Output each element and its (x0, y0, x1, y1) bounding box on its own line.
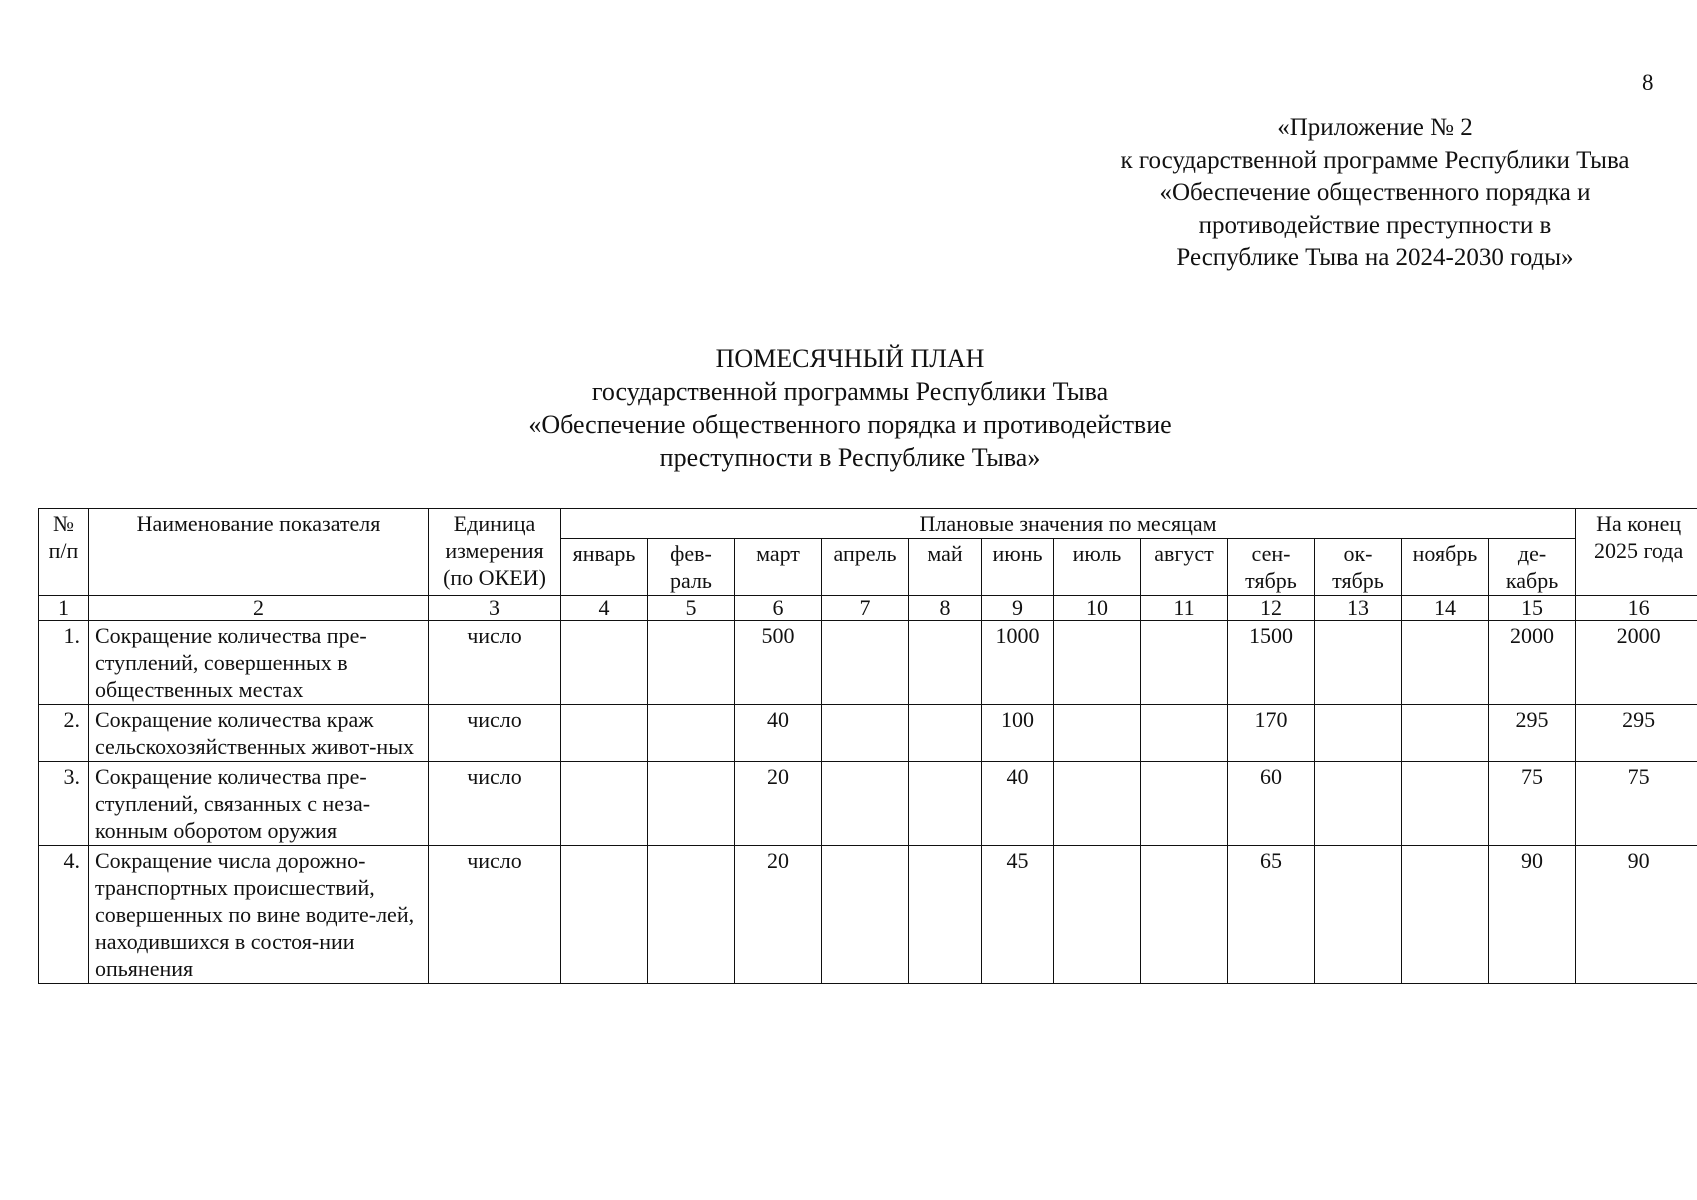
column-number: 5 (648, 596, 735, 621)
unit-cell: число (429, 621, 561, 705)
column-number: 4 (561, 596, 648, 621)
column-number: 9 (982, 596, 1054, 621)
month-value (1402, 846, 1489, 984)
month-value (1315, 762, 1402, 846)
table-row (39, 705, 1697, 762)
heading-line: государственной программы Республики Тыва (591, 377, 1109, 406)
month-value: 90 (1489, 846, 1576, 984)
indicator-name: Сокращение количества краж сельскохозяйственных живот-ных (89, 705, 429, 762)
row-num: 4. (39, 846, 89, 984)
table-row (39, 846, 1697, 984)
year-end-value: 90 (1576, 846, 1697, 984)
column-number: 14 (1402, 596, 1489, 621)
month-value (909, 621, 982, 705)
header-plan-group: Плановые значения по месяцам (561, 509, 1576, 539)
column-number: 6 (735, 596, 822, 621)
month-value (561, 762, 648, 846)
appendix-line: Республике Тыва на 2024-2030 годы» (1176, 244, 1574, 271)
month-value (648, 705, 735, 762)
unit-cell: число (429, 846, 561, 984)
monthly-plan-table (38, 508, 1697, 984)
column-number-row (39, 596, 1697, 621)
month-value: 20 (735, 762, 822, 846)
month-value (822, 762, 909, 846)
month-value (1141, 621, 1228, 705)
table-row (39, 621, 1697, 705)
month-value (1141, 762, 1228, 846)
unit-cell: число (429, 762, 561, 846)
indicator-name: Сокращение количества пре-ступлений, связанных с неза-конным оборотом оружия (89, 762, 429, 846)
month-value: 295 (1489, 705, 1576, 762)
column-number: 13 (1315, 596, 1402, 621)
unit-cell: число (429, 705, 561, 762)
column-number: 16 (1576, 596, 1697, 621)
month-value: 20 (735, 846, 822, 984)
month-value (822, 621, 909, 705)
month-value (561, 621, 648, 705)
month-value (1054, 621, 1141, 705)
header-month: сен-тябрь (1228, 539, 1315, 596)
month-value: 60 (1228, 762, 1315, 846)
month-value (909, 846, 982, 984)
column-number: 15 (1489, 596, 1576, 621)
appendix-reference (1070, 112, 1680, 275)
year-end-value: 75 (1576, 762, 1697, 846)
indicator-name: Сокращение числа дорожно-транспортных происшествий, совершенных по вине водите-лей, находившихся в состоя-нии опьянения (89, 846, 429, 984)
month-value (1315, 705, 1402, 762)
heading-line: преступности в Республике Тыва» (659, 443, 1041, 472)
year-end-value: 2000 (1576, 621, 1697, 705)
header-month: де-кабрь (1489, 539, 1576, 596)
month-value: 100 (982, 705, 1054, 762)
month-value (648, 762, 735, 846)
month-value (1315, 846, 1402, 984)
header-month: август (1141, 539, 1228, 596)
month-value (822, 705, 909, 762)
header-month: март (735, 539, 822, 596)
month-value (561, 705, 648, 762)
column-number: 8 (909, 596, 982, 621)
row-num: 2. (39, 705, 89, 762)
page-number: 8 (1642, 70, 1654, 95)
month-value: 65 (1228, 846, 1315, 984)
header-month: ок-тябрь (1315, 539, 1402, 596)
header-month: фев-раль (648, 539, 735, 596)
header-name: Наименование показателя (89, 509, 429, 596)
month-value: 45 (982, 846, 1054, 984)
month-value: 40 (735, 705, 822, 762)
appendix-line: «Приложение № 2 (1277, 114, 1473, 141)
header-year-end: На конец 2025 года (1576, 509, 1697, 596)
month-value: 75 (1489, 762, 1576, 846)
month-value (1402, 762, 1489, 846)
header-unit: Единица измерения (по ОКЕИ) (429, 509, 561, 596)
header-month: июль (1054, 539, 1141, 596)
month-value (648, 621, 735, 705)
month-value: 2000 (1489, 621, 1576, 705)
month-value (909, 705, 982, 762)
month-value (648, 846, 735, 984)
month-value: 40 (982, 762, 1054, 846)
month-value (1054, 705, 1141, 762)
indicator-name: Сокращение количества пре-ступлений, совершенных в общественных местах (89, 621, 429, 705)
month-value: 1000 (982, 621, 1054, 705)
month-value: 1500 (1228, 621, 1315, 705)
month-value (1141, 705, 1228, 762)
column-number: 10 (1054, 596, 1141, 621)
header-month: январь (561, 539, 648, 596)
header-month: май (909, 539, 982, 596)
header-month: ноябрь (1402, 539, 1489, 596)
appendix-line: «Обеспечение общественного порядка и (1159, 179, 1591, 206)
document-heading (380, 342, 1320, 474)
header-month: апрель (822, 539, 909, 596)
month-value (909, 762, 982, 846)
header-month: июнь (982, 539, 1054, 596)
header-num: № п/п (39, 509, 89, 596)
month-value (1402, 705, 1489, 762)
appendix-line: к государственной программе Республики Тыва (1120, 146, 1630, 174)
month-value (1315, 621, 1402, 705)
column-number: 2 (89, 596, 429, 621)
month-value: 500 (735, 621, 822, 705)
column-number: 1 (39, 596, 89, 621)
column-number: 3 (429, 596, 561, 621)
month-value: 170 (1228, 705, 1315, 762)
column-number: 7 (822, 596, 909, 621)
row-num: 1. (39, 621, 89, 705)
header-row (39, 509, 1697, 539)
row-num: 3. (39, 762, 89, 846)
heading-line: «Обеспечение общественного порядка и противодействие (528, 410, 1172, 439)
table-row (39, 762, 1697, 846)
year-end-value: 295 (1576, 705, 1697, 762)
month-value (1141, 846, 1228, 984)
month-value (1402, 621, 1489, 705)
month-value (1054, 846, 1141, 984)
month-value (822, 846, 909, 984)
column-number: 11 (1141, 596, 1228, 621)
appendix-line: противодействие преступности в (1198, 211, 1552, 239)
column-number: 12 (1228, 596, 1315, 621)
month-value (561, 846, 648, 984)
heading-title: ПОМЕСЯЧНЫЙ ПЛАН (715, 344, 985, 373)
month-value (1054, 762, 1141, 846)
